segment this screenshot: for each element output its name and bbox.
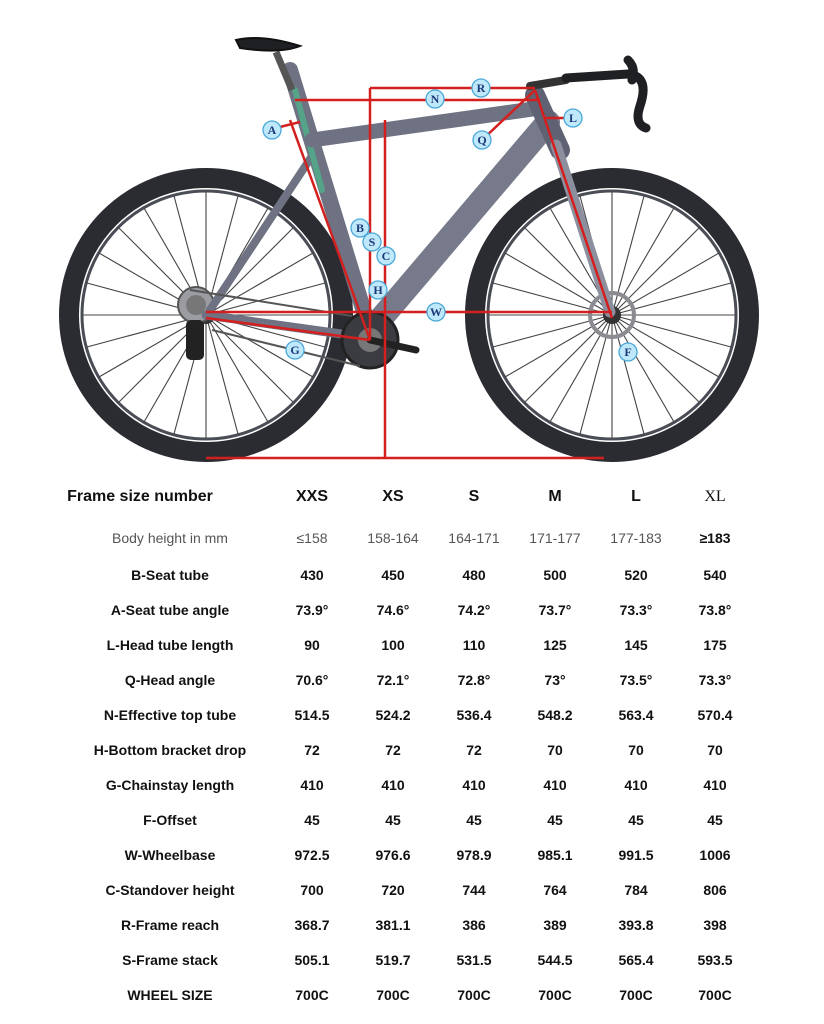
table-cell: 700C	[619, 987, 653, 1003]
table-header-row	[0, 480, 824, 515]
table-cell: 175	[703, 637, 727, 653]
label-Q	[473, 131, 491, 149]
table-cell: 500	[543, 567, 567, 583]
row-label: L-Head tube length	[106, 637, 234, 653]
svg-text:W: W	[430, 305, 442, 319]
table-cell: 74.6°	[376, 602, 410, 618]
table-row	[0, 558, 824, 593]
table-cell: 45	[707, 812, 723, 828]
table-row	[0, 803, 824, 838]
table-cell: 100	[381, 637, 405, 653]
label-F	[619, 343, 637, 361]
table-cell: 700C	[457, 987, 491, 1003]
table-cell: 410	[462, 777, 486, 793]
svg-text:S: S	[368, 235, 376, 249]
table-cell: 45	[628, 812, 644, 828]
row-label: R-Frame reach	[120, 917, 220, 933]
table-cell: 72	[385, 742, 401, 758]
table-cell: 700C	[538, 987, 572, 1003]
table-cell: 976.6	[375, 847, 411, 863]
table-cell: 70	[628, 742, 644, 758]
table-cell: 430	[300, 567, 324, 583]
table-cell: 389	[543, 917, 567, 933]
table-cell: 700	[300, 882, 324, 898]
label-L	[564, 109, 582, 127]
table-cell: ≤158	[296, 530, 328, 546]
table-row	[0, 663, 824, 698]
svg-text:L: L	[568, 111, 578, 125]
table-cell: 505.1	[294, 952, 330, 968]
table-cell: 548.2	[537, 707, 573, 723]
label-C	[377, 247, 395, 265]
header-label: Frame size number	[67, 488, 213, 505]
table-cell: 744	[462, 882, 486, 898]
table-cell: 45	[385, 812, 401, 828]
table-cell: 410	[300, 777, 324, 793]
row-label: G-Chainstay length	[105, 777, 235, 793]
row-label: Body height in mm	[112, 530, 228, 546]
table-cell: 544.5	[537, 952, 573, 968]
row-label: S-Frame stack	[122, 952, 218, 968]
table-cell: 978.9	[456, 847, 492, 863]
table-row	[0, 698, 824, 733]
table-cell: 368.7	[294, 917, 330, 933]
row-label: Q-Head angle	[124, 672, 216, 688]
table-cell: 700C	[376, 987, 410, 1003]
table-cell: 74.2°	[457, 602, 491, 618]
svg-text:N: N	[430, 92, 440, 106]
svg-text:H: H	[373, 283, 383, 297]
table-cell: 480	[462, 567, 486, 583]
label-W	[427, 303, 445, 321]
row-label: F-Offset	[143, 812, 197, 828]
table-cell: 565.4	[618, 952, 654, 968]
row-label: N-Effective top tube	[103, 707, 237, 723]
table-cell: 73.3°	[698, 672, 732, 688]
table-cell: 45	[547, 812, 563, 828]
table-cell: 171-177	[529, 530, 581, 546]
label-A	[263, 121, 281, 139]
table-cell: 398	[703, 917, 727, 933]
table-cell: 145	[624, 637, 648, 653]
table-cell: 700C	[698, 987, 732, 1003]
table-cell: 806	[703, 882, 727, 898]
table-row	[0, 873, 824, 908]
svg-text:A: A	[267, 123, 277, 137]
table-cell: 593.5	[697, 952, 733, 968]
table-cell: 563.4	[618, 707, 654, 723]
table-cell: 72.8°	[457, 672, 491, 688]
table-cell: 410	[624, 777, 648, 793]
table-cell: 73.9°	[295, 602, 329, 618]
bike-geometry-diagram	[0, 0, 824, 470]
svg-text:R: R	[476, 81, 486, 95]
table-cell: 991.5	[618, 847, 654, 863]
svg-text:G: G	[290, 343, 300, 357]
row-label: H-Bottom bracket drop	[93, 742, 247, 758]
size-l: L	[631, 488, 641, 505]
svg-text:B: B	[355, 221, 365, 235]
row-label: B-Seat tube	[131, 567, 209, 583]
table-cell: 570.4	[697, 707, 733, 723]
table-cell: 381.1	[375, 917, 411, 933]
svg-text:C: C	[381, 249, 391, 263]
row-label: C-Standover height	[105, 882, 235, 898]
table-cell: 531.5	[456, 952, 492, 968]
table-cell: 73°	[544, 672, 566, 688]
table-cell: 70	[707, 742, 723, 758]
table-cell: 70	[547, 742, 563, 758]
table-cell: 410	[703, 777, 727, 793]
table-cell: 519.7	[375, 952, 411, 968]
size-s: S	[468, 488, 480, 505]
table-cell: 393.8	[618, 917, 654, 933]
table-cell: 784	[624, 882, 648, 898]
svg-text:F: F	[624, 345, 632, 359]
table-cell: 540	[703, 567, 727, 583]
row-label: W-Wheelbase	[124, 847, 216, 863]
size-xl: XL	[704, 488, 726, 505]
table-cell: 158-164	[367, 530, 419, 546]
table-cell: 73.7°	[538, 602, 572, 618]
table-cell: 72.1°	[376, 672, 410, 688]
table-cell: 72	[304, 742, 320, 758]
table-row	[0, 978, 824, 1013]
table-cell: 524.2	[375, 707, 411, 723]
label-G	[286, 341, 304, 359]
label-N	[426, 90, 444, 108]
table-row	[0, 908, 824, 943]
svg-text:Q: Q	[477, 133, 487, 147]
table-cell: 73.8°	[698, 602, 732, 618]
table-cell: 73.3°	[619, 602, 653, 618]
table-cell: 536.4	[456, 707, 492, 723]
table-cell: 410	[543, 777, 567, 793]
table-cell: 700C	[295, 987, 329, 1003]
table-cell: 720	[381, 882, 405, 898]
table-cell: 72	[466, 742, 482, 758]
label-S	[363, 233, 381, 251]
size-m: M	[548, 488, 562, 505]
table-cell: 972.5	[294, 847, 330, 863]
size-xs: XS	[382, 488, 404, 505]
table-cell: 985.1	[537, 847, 573, 863]
label-R	[472, 79, 490, 97]
size-xxs: XXS	[295, 488, 328, 505]
table-cell: 520	[624, 567, 648, 583]
table-row	[0, 838, 824, 873]
table-cell: ≥183	[699, 530, 731, 546]
table-cell: 90	[304, 637, 320, 653]
table-cell: 45	[466, 812, 482, 828]
table-cell: 450	[381, 567, 405, 583]
table-cell: 386	[462, 917, 486, 933]
table-cell: 177-183	[610, 530, 662, 546]
table-cell: 110	[462, 637, 486, 653]
table-cell: 410	[381, 777, 405, 793]
table-row	[0, 768, 824, 803]
row-label: A-Seat tube angle	[110, 602, 230, 618]
table-cell: 514.5	[294, 707, 330, 723]
table-row	[0, 943, 824, 978]
table-cell: 764	[543, 882, 567, 898]
row-label: WHEEL SIZE	[127, 987, 213, 1003]
table-cell: 125	[543, 637, 567, 653]
label-H	[369, 281, 387, 299]
table-cell: 1006	[699, 847, 731, 863]
table-row	[0, 628, 824, 663]
table-cell: 45	[304, 812, 320, 828]
table-cell: 70.6°	[295, 672, 329, 688]
table-row	[0, 593, 824, 628]
table-cell: 73.5°	[619, 672, 653, 688]
table-row	[0, 733, 824, 768]
table-cell: 164-171	[448, 530, 500, 546]
body-height-row	[0, 521, 824, 556]
